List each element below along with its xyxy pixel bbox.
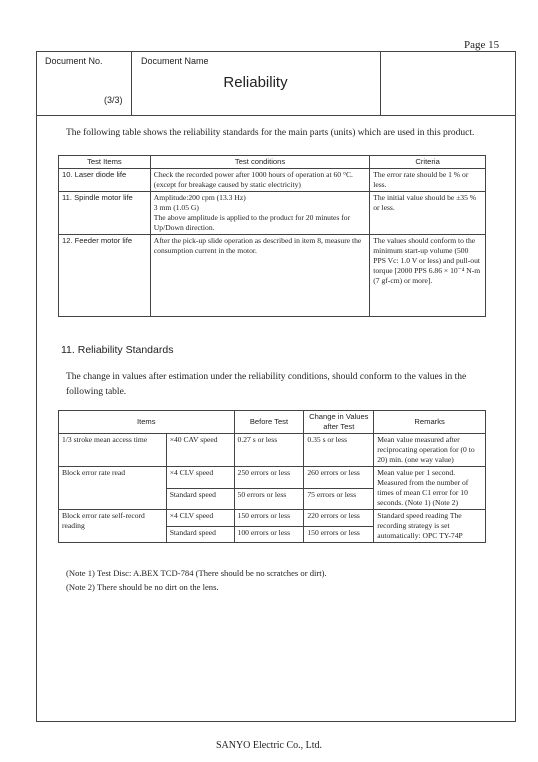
item-name: Block error rate read — [59, 467, 167, 510]
item-name: 1/3 stroke mean access time — [59, 434, 167, 467]
intro-paragraph: The following table shows the reliability standards for the main parts (units) which are used in this product. — [66, 128, 475, 138]
speed: ×4 CLV speed — [166, 467, 234, 489]
note: (Note 2) There should be no dirt on the lens. — [66, 582, 219, 592]
after-test-value: 220 errors or less — [304, 510, 374, 527]
item-name: Block error rate self-record reading — [59, 510, 167, 543]
table-header-row — [59, 156, 486, 169]
column-header: Items — [59, 411, 235, 434]
document-page-count: (3/3) — [104, 95, 123, 105]
test-item: 12. Feeder motor life — [59, 235, 151, 317]
speed: Standard speed — [166, 526, 234, 543]
before-test-value: 100 errors or less — [234, 526, 304, 543]
table-row — [59, 467, 486, 489]
test-item: 10. Laser diode life — [59, 169, 151, 192]
before-test-value: 0.27 s or less — [234, 434, 304, 467]
table-row — [59, 169, 486, 192]
before-test-value: 50 errors or less — [234, 488, 304, 510]
footer-company: SANYO Electric Co., Ltd. — [215, 740, 323, 751]
column-header: Change in Values after Test — [304, 411, 374, 434]
test-conditions — [150, 169, 369, 192]
header-divider — [36, 115, 516, 116]
test-conditions — [150, 192, 369, 235]
before-test-value: 150 errors or less — [234, 510, 304, 527]
remark: Mean value per 1 second. Measured from the number of times of mean C1 error for 10 seconds. (Note 1) (Note 2) — [374, 467, 486, 510]
column-header: Test Items — [59, 156, 151, 169]
after-test-value: 75 errors or less — [304, 488, 374, 510]
document-title: Reliability — [223, 74, 288, 91]
table-row — [59, 192, 486, 235]
criteria: The values should conform to the minimum start-up volume (500 PPS Vc: 1.0 V or less) and pull-out torque [2000 PPS 6.86 × 10⁻⁴ N-m (7 gf-cm) or more]. — [370, 235, 486, 317]
condition-line: 3 mm (1.05 G) — [153, 203, 199, 212]
page-number: Page 15 — [464, 39, 500, 51]
column-header: Test conditions — [150, 156, 369, 169]
table-row — [59, 235, 486, 317]
criteria: The initial value should be ±35 % or less. — [370, 192, 486, 235]
after-test-value: 150 errors or less — [304, 526, 374, 543]
table-row — [59, 434, 486, 467]
after-test-value: 260 errors or less — [304, 467, 374, 489]
condition-line: Amplitude:200 cpm (13.3 Hz) — [153, 193, 246, 202]
section-title: 11. Reliability Standards — [61, 344, 174, 356]
column-header: Before Test — [234, 411, 304, 434]
before-test-value: 250 errors or less — [234, 467, 304, 489]
note: (Note 1) Test Disc: A.BEX TCD-784 (There should be no scratches or dirt). — [66, 568, 327, 578]
condition-line: (except for breakage caused by static electricity) — [153, 180, 301, 189]
section-paragraph: The change in values after estimation under the reliability conditions, should conform to the values in the following table. — [66, 372, 467, 397]
speed: ×40 CAV speed — [166, 434, 234, 467]
remark: Standard speed reading The recording strategy is set automatically: OPC TY-74P — [374, 510, 486, 543]
test-conditions — [150, 235, 369, 317]
table-row — [59, 510, 486, 527]
document-number-label: Document No. — [45, 56, 103, 66]
reliability-standards-table — [58, 410, 486, 543]
column-header: Criteria — [370, 156, 486, 169]
criteria: The error rate should be 1 % or less. — [370, 169, 486, 192]
condition-line: The above amplitude is applied to the product for 20 minutes for Up/Down direction. — [153, 213, 351, 232]
remark: Mean value measured after reciprocating operation for (0 to 20) min. (one way value) — [374, 434, 486, 467]
speed: ×4 CLV speed — [166, 510, 234, 527]
table-header-row — [59, 411, 486, 434]
header-divider — [380, 51, 381, 115]
column-header: Remarks — [374, 411, 486, 434]
test-item: 11. Spindle motor life — [59, 192, 151, 235]
condition-line: Check the recorded power after 1000 hours of operation at 60 °C. — [153, 170, 353, 179]
after-test-value: 0.35 s or less — [304, 434, 374, 467]
document-name-label: Document Name — [141, 56, 209, 66]
reliability-test-table — [58, 155, 486, 317]
speed: Standard speed — [166, 488, 234, 510]
condition-line: After the pick-up slide operation as described in item 8, measure the consumption current in the motor. — [153, 236, 362, 255]
